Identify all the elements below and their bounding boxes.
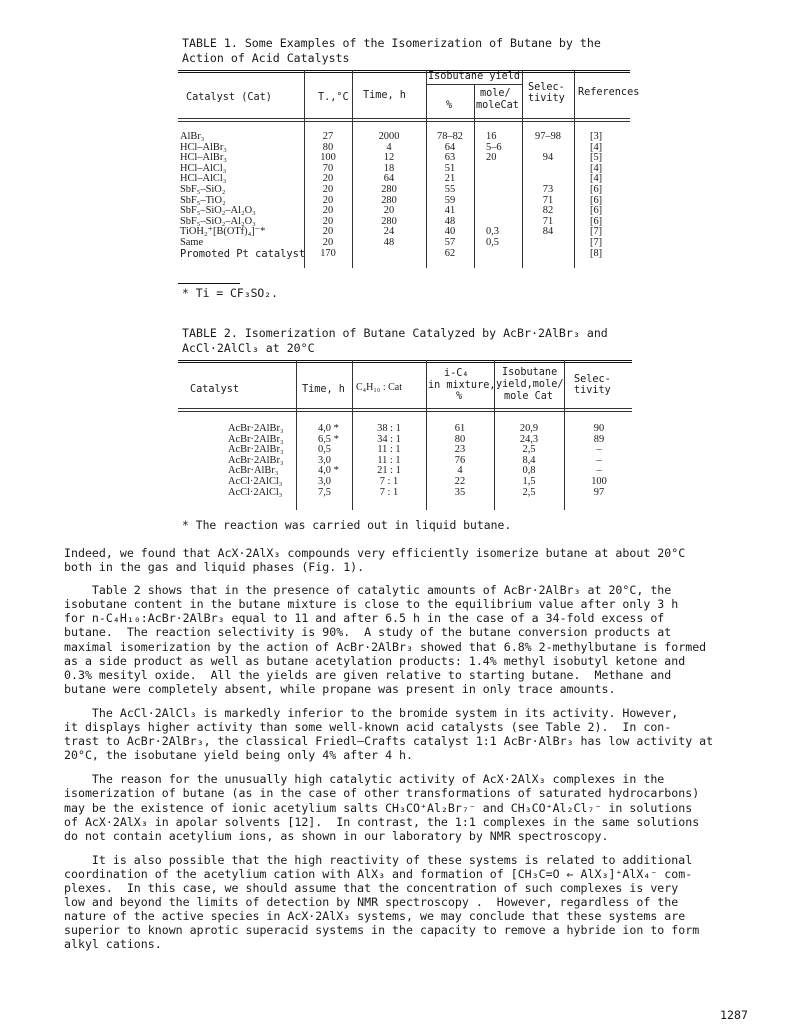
- table-cell-temp: 20: [322, 194, 334, 206]
- t1-header-selectivity-2: tivity: [528, 93, 565, 104]
- table-cell-ic4: 22: [454, 475, 466, 487]
- t1-header-catalyst: Catalyst (Cat): [186, 92, 272, 103]
- table-cell-temp: 20: [322, 236, 334, 248]
- table-cell-temp: 20: [322, 173, 334, 185]
- table-cell-catalyst: TiOH₂⁺[B(OTf)₄]⁻*: [180, 226, 266, 238]
- table-cell-yield: 2,5: [522, 444, 536, 456]
- paragraph: [64, 706, 764, 762]
- table1: [178, 70, 640, 270]
- paragraph: [64, 772, 764, 842]
- t1-header-temp: T.,°C: [318, 92, 349, 103]
- table-cell-temp: 70: [322, 162, 334, 174]
- paragraph-line: maximal isomerization by the action of AcBr·2AlBr₃ showed that 6.8% 2-methylbutane is formed: [64, 639, 707, 654]
- t1-header-references: References: [578, 87, 640, 98]
- table-cell-mole: [486, 185, 522, 196]
- paragraph-line: may be the existence of ionic acetylium salts CH₃CO⁺Al₂Br₇⁻ and CH₃CO⁺Al₂Cl₇⁻ in solutions: [64, 800, 693, 815]
- t2-header-ic4-1: i-C₄: [444, 368, 469, 379]
- table-cell-ic4: 35: [454, 486, 466, 498]
- t2-header-selectivity-2: tivity: [574, 385, 611, 396]
- table-cell-reference: [7]: [590, 236, 603, 248]
- t2-header-yield-1: Isobutane: [502, 367, 558, 378]
- t2-header-time: Time, h: [302, 384, 345, 395]
- paragraph-line: of AcX·2AlX₃ in apolar solvents [12]. In contrast, the 1:1 complexes in the same solutions: [64, 814, 700, 829]
- table-cell-mole: 20: [486, 152, 497, 164]
- t1-header-molecat: moleCat: [476, 100, 519, 111]
- t2-selectivity-column: [570, 424, 628, 498]
- paragraph-line: both in the gas and liquid phases (Fig. 1).: [64, 560, 365, 575]
- paragraph-line: plexes. In this case, we should assume that the concentration of such complexes is very: [64, 880, 679, 895]
- table-cell-catalyst: AcBr·2AlBr₃: [228, 454, 284, 466]
- paragraph-line: do not contain acetylium ions, as shown in our laboratory by NMR spectroscopy.: [64, 828, 609, 843]
- table-cell-catalyst: HCl–AlBr₃: [180, 141, 227, 153]
- paragraph-line: nature of the active species in AcX·2AlX₃ systems, we may conclude that these systems are: [64, 909, 686, 924]
- table-cell-catalyst: Promoted Pt catalyst: [180, 247, 306, 260]
- paragraph-line: butane were completely absent, while propane was present in only trace amounts.: [64, 681, 616, 696]
- table-cell-catalyst: SbF₅–SiO₂: [180, 183, 226, 195]
- table-cell-catalyst: HCl–AlCl₃: [180, 173, 227, 185]
- table-cell-time: 6,5 *: [318, 433, 339, 445]
- paragraph-line: The reason for the unusually high catalytic activity of AcX·2AlX₃ complexes in the: [64, 772, 665, 787]
- table-cell-time: [356, 249, 422, 260]
- table2: [178, 360, 632, 510]
- table-cell-ratio: 21 : 1: [377, 465, 401, 477]
- table-cell-selectivity: –: [596, 454, 602, 466]
- table-cell-selectivity: [526, 249, 570, 260]
- table-cell-percent: 51: [444, 162, 456, 174]
- table-cell-time: 12: [383, 152, 395, 164]
- table-cell-selectivity: [526, 238, 570, 249]
- table-cell-catalyst: AcBr·2AlBr₃: [228, 433, 284, 445]
- paragraph-line: 0.3% mesityl oxide. All the yields are given relative to starting butane. Methane and: [64, 667, 672, 682]
- table-cell-catalyst: HCl–AlBr₃: [180, 152, 227, 164]
- table-cell-time: 280: [381, 194, 397, 206]
- paragraph-line: isobutane content in the butane mixture is close to the equilibrium value after only 3 h: [64, 597, 679, 612]
- table-cell-catalyst: AcCl·2AlCl₃: [228, 475, 283, 487]
- table-cell-ic4: 4: [457, 465, 463, 477]
- paragraph-line: 20°C, the isobutane yield being only 4% after 4 h.: [64, 748, 414, 763]
- table-cell-reference: [6]: [590, 215, 603, 227]
- table-cell-selectivity: 82: [542, 205, 554, 217]
- table-cell-selectivity: 90: [593, 423, 605, 434]
- t1-header-isobutane-yield: Isobutane yield: [428, 71, 521, 82]
- table-cell-reference: [6]: [590, 183, 603, 195]
- paragraph-line: The AcCl·2AlCl₃ is markedly inferior to the bromide system in its activity. However,: [64, 705, 679, 720]
- table-cell-time: 280: [381, 215, 397, 227]
- table-cell-time: 7,5: [318, 486, 331, 498]
- table-cell-selectivity: –: [596, 465, 602, 477]
- t2-header-ic4-3: %: [456, 391, 463, 402]
- t2-catalyst-column: [228, 424, 296, 498]
- table-cell-time: 3,0: [318, 475, 331, 487]
- t1-header-time: Time, h: [363, 90, 406, 101]
- paragraph-line: it displays higher activity than some well-known acid catalysts (see Table 2). In con-: [64, 720, 672, 735]
- table-cell-ic4: 76: [454, 454, 466, 466]
- paragraph-line: trast to AcBr·2AlBr₃, the classical Friedl–Crafts catalyst 1:1 AcBr·AlBr₃ has low activity at: [64, 734, 714, 749]
- table-cell-temp: 20: [322, 226, 334, 238]
- table-cell-time: 4: [386, 141, 392, 153]
- table-cell-reference: [5]: [590, 152, 603, 164]
- table-cell-time: 20: [383, 205, 395, 217]
- table-cell-selectivity: 71: [542, 194, 554, 206]
- table-cell-selectivity: 100: [591, 475, 607, 487]
- table-cell-time: 3,0: [318, 454, 331, 466]
- table-cell-ratio: 7 : 1: [379, 486, 399, 498]
- t1-references-column: [590, 132, 620, 259]
- table-cell-time: 2000: [378, 131, 400, 142]
- table-cell-percent: 64: [444, 141, 456, 153]
- table1-caption-line2: Action of Acid Catalysts: [182, 51, 350, 65]
- table-cell-selectivity: [526, 164, 570, 175]
- table-cell-catalyst: AcBr·AlBr₃: [228, 465, 279, 477]
- table-cell-selectivity: 97–98: [535, 131, 561, 142]
- t1-header-mole: mole/: [480, 88, 511, 99]
- paragraph: [64, 853, 764, 952]
- table-cell-temp: 170: [320, 247, 336, 259]
- paragraph: [64, 546, 764, 574]
- t2-time-column: [318, 424, 352, 498]
- table-cell-mole: 16: [486, 131, 497, 142]
- table-cell-percent: 62: [444, 247, 456, 259]
- table-cell-mole: 5–6: [486, 141, 502, 153]
- table-cell-temp: 20: [322, 205, 334, 217]
- t2-ic4-column: [430, 424, 490, 498]
- table-cell-percent: 59: [444, 194, 456, 206]
- paragraph-line: isomerization of butane (as in the case of other transformations of saturated hydrocarbons): [64, 786, 700, 801]
- table-cell-selectivity: 71: [542, 215, 554, 227]
- t2-header-yield-2: yield,mole/: [496, 379, 564, 390]
- table-cell-ratio: 38 : 1: [377, 423, 401, 434]
- t2-ratio-column: [356, 424, 422, 498]
- table-cell-time: 24: [383, 226, 395, 238]
- table-cell-percent: 63: [444, 152, 456, 164]
- paragraph-line: for n-C₄H₁₀:AcBr·2AlBr₃ equal to 11 and after 6.5 h in the case of a 34-fold excess of: [64, 611, 665, 626]
- table-cell-selectivity: –: [596, 444, 602, 456]
- paragraph-line: Indeed, we found that AcX·2AlX₃ compounds very efficiently isomerize butane at about 20°C: [64, 546, 686, 560]
- table-cell-selectivity: 84: [542, 226, 554, 238]
- t2-yield-column: [498, 424, 560, 498]
- table-cell-reference: [7]: [590, 226, 603, 238]
- table-cell-temp: 20: [322, 215, 334, 227]
- paragraph-line: low and beyond the limits of detection by NMR spectroscopy . However, regardless of the: [64, 895, 679, 910]
- paragraph-line: It is also possible that the high reactivity of these systems is related to additional: [64, 852, 693, 867]
- t1-header-percent: %: [446, 100, 453, 111]
- table-cell-selectivity: 73: [542, 183, 554, 195]
- table-cell-reference: [4]: [590, 141, 603, 153]
- table-cell-time: 64: [383, 173, 395, 185]
- t1-catalyst-column: [180, 131, 306, 260]
- table-cell-catalyst: AlBr₃: [180, 131, 205, 142]
- t1-percent-column: [430, 132, 470, 259]
- table-cell-percent: 57: [444, 236, 456, 248]
- table-cell-yield: 2,5: [522, 486, 536, 498]
- table-cell-time: 18: [383, 162, 395, 174]
- t2-header-catalyst: Catalyst: [190, 384, 240, 395]
- table-cell-reference: [3]: [590, 131, 603, 142]
- table-cell-mole: [486, 249, 522, 260]
- t1-mole-column: [486, 132, 522, 259]
- table-cell-temp: 20: [322, 183, 334, 195]
- paragraph-line: alkyl cations.: [64, 937, 162, 952]
- table-cell-mole: [486, 164, 522, 175]
- table-cell-percent: 48: [444, 215, 456, 227]
- table-cell-ic4: 80: [454, 433, 466, 445]
- table-cell-selectivity: 89: [593, 433, 605, 445]
- table-cell-yield: 1,5: [522, 475, 536, 487]
- table-cell-reference: [8]: [590, 247, 603, 259]
- table-cell-selectivity: 97: [593, 486, 605, 498]
- table-cell-catalyst: Same: [180, 236, 204, 248]
- table-cell-catalyst: AcCl·2AlCl₃: [228, 486, 283, 498]
- t2-header-yield-3: mole Cat: [504, 391, 554, 402]
- table1-top-rule-2: [178, 72, 630, 73]
- table-cell-time: 48: [383, 236, 395, 248]
- table-cell-ratio: 11 : 1: [377, 454, 401, 466]
- table2-caption-line1: TABLE 2. Isomerization of Butane Catalyzed by AcBr·2AlBr₃ and: [182, 326, 608, 340]
- table-cell-reference: [6]: [590, 205, 603, 217]
- paragraph-line: coordination of the acetylium cation with AlX₃ and formation of [CH₃C=O ← AlX₃]⁺AlX₄⁻ com-: [64, 866, 693, 881]
- table-cell-catalyst: AcBr·2AlBr₃: [228, 444, 284, 456]
- table-cell-percent: 40: [444, 226, 456, 238]
- table-cell-yield: 24,3: [519, 433, 539, 445]
- table1-footnote: * Ti = CF₃SO₂.: [182, 286, 279, 300]
- t2-header-ic4-2: in mixture,: [428, 380, 496, 391]
- table-cell-percent: 55: [444, 183, 456, 195]
- table-cell-mole: 0,3: [486, 226, 499, 238]
- table-cell-catalyst: SbF₅–SiO₂–Al₂O₃: [180, 215, 256, 227]
- paragraph-line: Table 2 shows that in the presence of catalytic amounts of AcBr·2AlBr₃ at 20°C, the: [64, 583, 672, 598]
- table-cell-catalyst: AcBr·2AlBr₃: [228, 423, 284, 434]
- table-cell-temp: 27: [322, 131, 334, 142]
- table-cell-yield: 8,4: [522, 454, 536, 466]
- table-cell-temp: 80: [322, 141, 334, 153]
- table-cell-mole: [486, 206, 522, 217]
- table2-footnote: * The reaction was carried out in liquid butane.: [182, 518, 512, 532]
- table-cell-ratio: 7 : 1: [379, 475, 399, 487]
- table-cell-time: 0,5: [318, 444, 331, 456]
- table-cell-ic4: 61: [454, 423, 466, 434]
- table-cell-percent: 21: [444, 173, 456, 185]
- table1-caption-line1: TABLE 1. Some Examples of the Isomerization of Butane by the: [182, 36, 601, 50]
- table-cell-reference: [4]: [590, 162, 603, 174]
- t1-temp-column: [308, 132, 348, 259]
- table-cell-percent: 78–82: [437, 131, 463, 142]
- table-cell-time: 4,0 *: [318, 423, 339, 434]
- paragraph-line: as a side product as well as butane acetylation products: 1.4% methyl isobutyl ketone and: [64, 653, 686, 668]
- table-cell-time: 4,0 *: [318, 465, 339, 477]
- t2-header-selectivity-1: Selec-: [574, 374, 611, 385]
- paragraph: [64, 583, 764, 696]
- table-cell-catalyst: SbF₅–TiO₂: [180, 194, 226, 206]
- table-cell-ic4: 23: [454, 444, 466, 456]
- paragraph-line: superior to known aprotic superacid systems in the capacity to remove a hybride ion to form: [64, 923, 700, 938]
- table-cell-yield: 20,9: [519, 423, 539, 434]
- table-cell-reference: [6]: [590, 194, 603, 206]
- table-cell-percent: 41: [444, 205, 456, 217]
- table-cell-ratio: 34 : 1: [377, 433, 401, 445]
- paragraph-line: butane. The reaction selectivity is 90%. A study of the butane conversion products at: [64, 625, 672, 640]
- table-cell-reference: [4]: [590, 173, 603, 185]
- t1-header-selectivity-1: Selec-: [528, 82, 565, 93]
- body-text: [64, 546, 764, 961]
- table-cell-mole: 0,5: [486, 236, 499, 248]
- table2-caption-line2: AcCl·2AlCl₃ at 20°C: [182, 341, 315, 355]
- table-cell-time: 280: [381, 183, 397, 195]
- table-cell-temp: 100: [320, 152, 336, 164]
- table-cell-selectivity: 94: [542, 152, 554, 164]
- table-cell-mole: [486, 174, 522, 185]
- table-cell-ratio: 11 : 1: [377, 444, 401, 456]
- t2-header-ratio: C₄H₁₀ : Cat: [356, 382, 403, 393]
- table1-top-rule: [178, 70, 630, 71]
- table-cell-yield: 0,8: [522, 465, 536, 477]
- table-cell-catalyst: HCl–AlCl₃: [180, 162, 227, 174]
- page-number: 1287: [720, 1008, 748, 1022]
- t1-time-column: [356, 132, 422, 259]
- table-cell-mole: [486, 196, 522, 207]
- t1-selectivity-column: [526, 132, 570, 259]
- table-cell-catalyst: SbF₅–SiO₂–Al₂O₃: [180, 205, 256, 217]
